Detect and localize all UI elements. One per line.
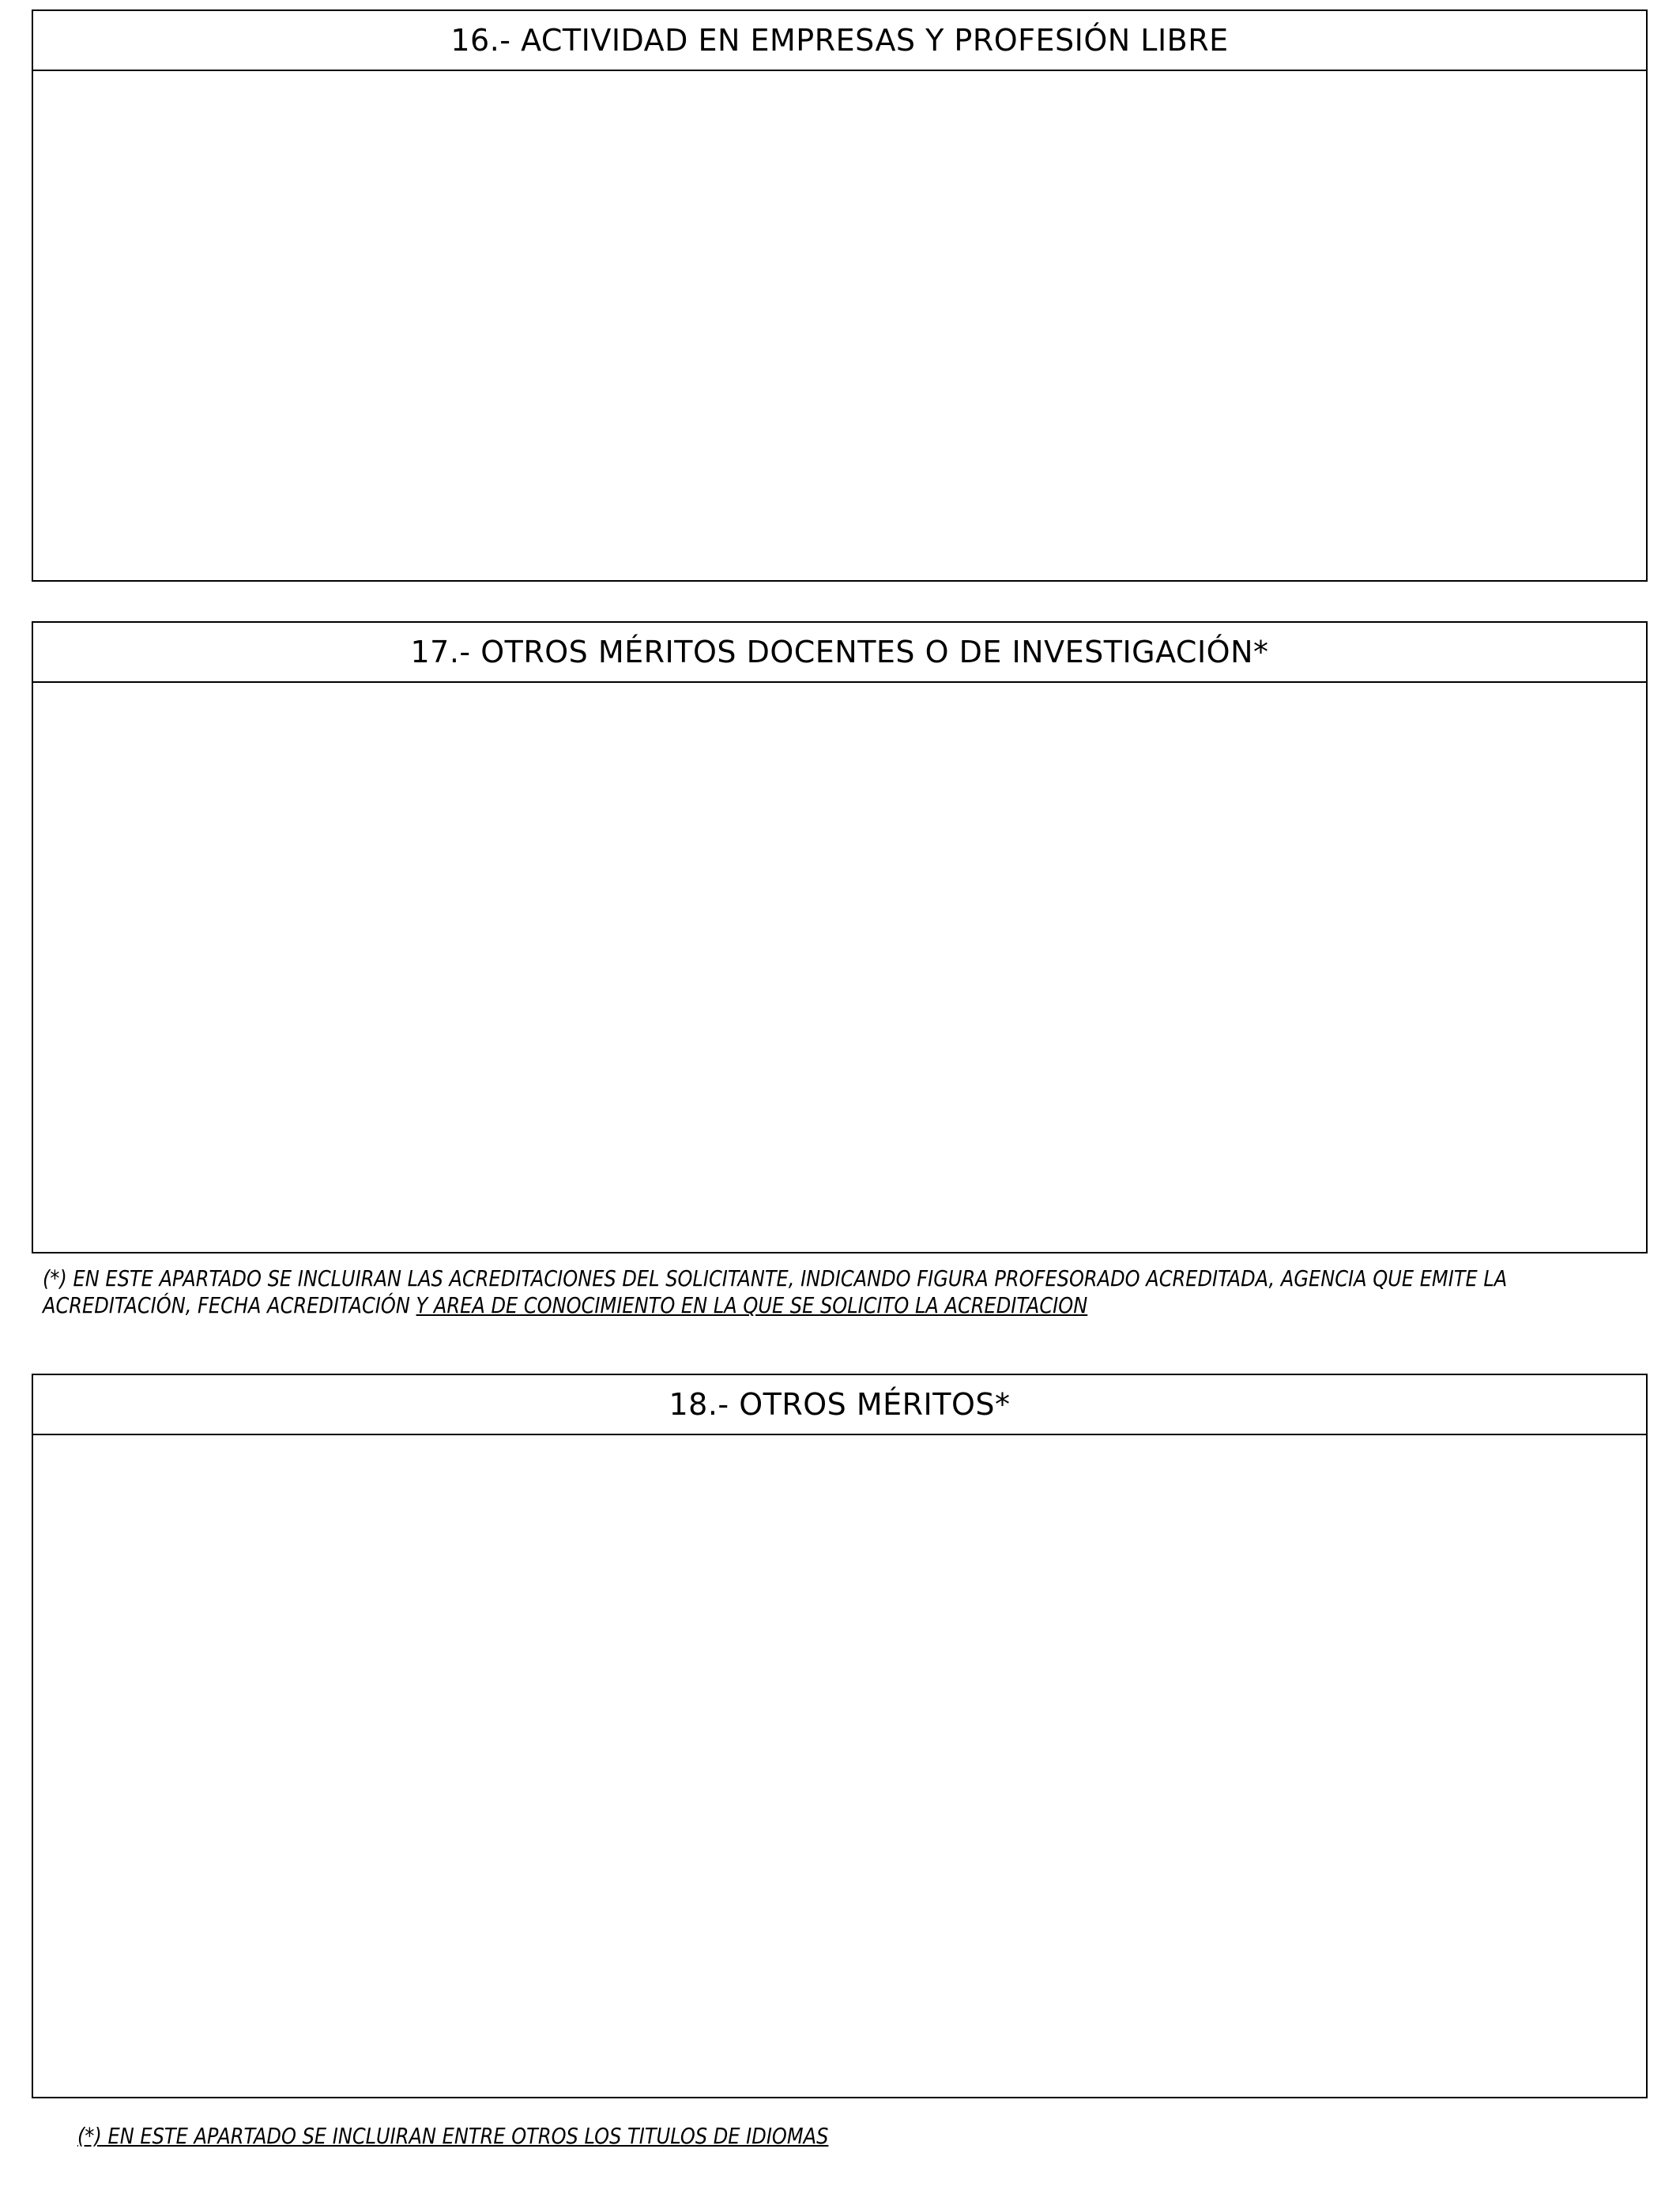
section-17-content-area[interactable] (33, 683, 1646, 1252)
section-18-content-area[interactable] (33, 1435, 1646, 2097)
section-16-title: 16.- ACTIVIDAD EN EMPRESAS Y PROFESIÓN LIBRE (33, 11, 1646, 71)
section-17-title: 17.- OTROS MÉRITOS DOCENTES O DE INVESTIGACIÓN* (33, 623, 1646, 683)
section-17-footnote (43, 1265, 1647, 1319)
section-16-content-area[interactable] (33, 71, 1646, 580)
section-17-box (32, 621, 1648, 1253)
section-18-box (32, 1374, 1648, 2098)
section-17-footnote-underlined: Y AREA DE CONOCIMIENTO EN LA QUE SE SOLICITO LA ACREDITACION (416, 1292, 1088, 1318)
section-18-title: 18.- OTROS MÉRITOS* (33, 1375, 1646, 1435)
section-16-box (32, 9, 1648, 582)
section-17-footnote-text: (*) EN ESTE APARTADO SE INCLUIRAN LAS ACREDITACIONES DEL SOLICITANTE, INDICANDO FIGURA PROFESORADO ACREDITADA, AGENCIA QUE EMITE LA ACREDITACIÓN, FECHA ACREDITACIÓN (43, 1265, 1508, 1318)
section-18-footnote: (*) EN ESTE APARTADO SE INCLUIRAN ENTRE OTROS LOS TITULOS DE IDIOMAS (77, 2123, 829, 2149)
